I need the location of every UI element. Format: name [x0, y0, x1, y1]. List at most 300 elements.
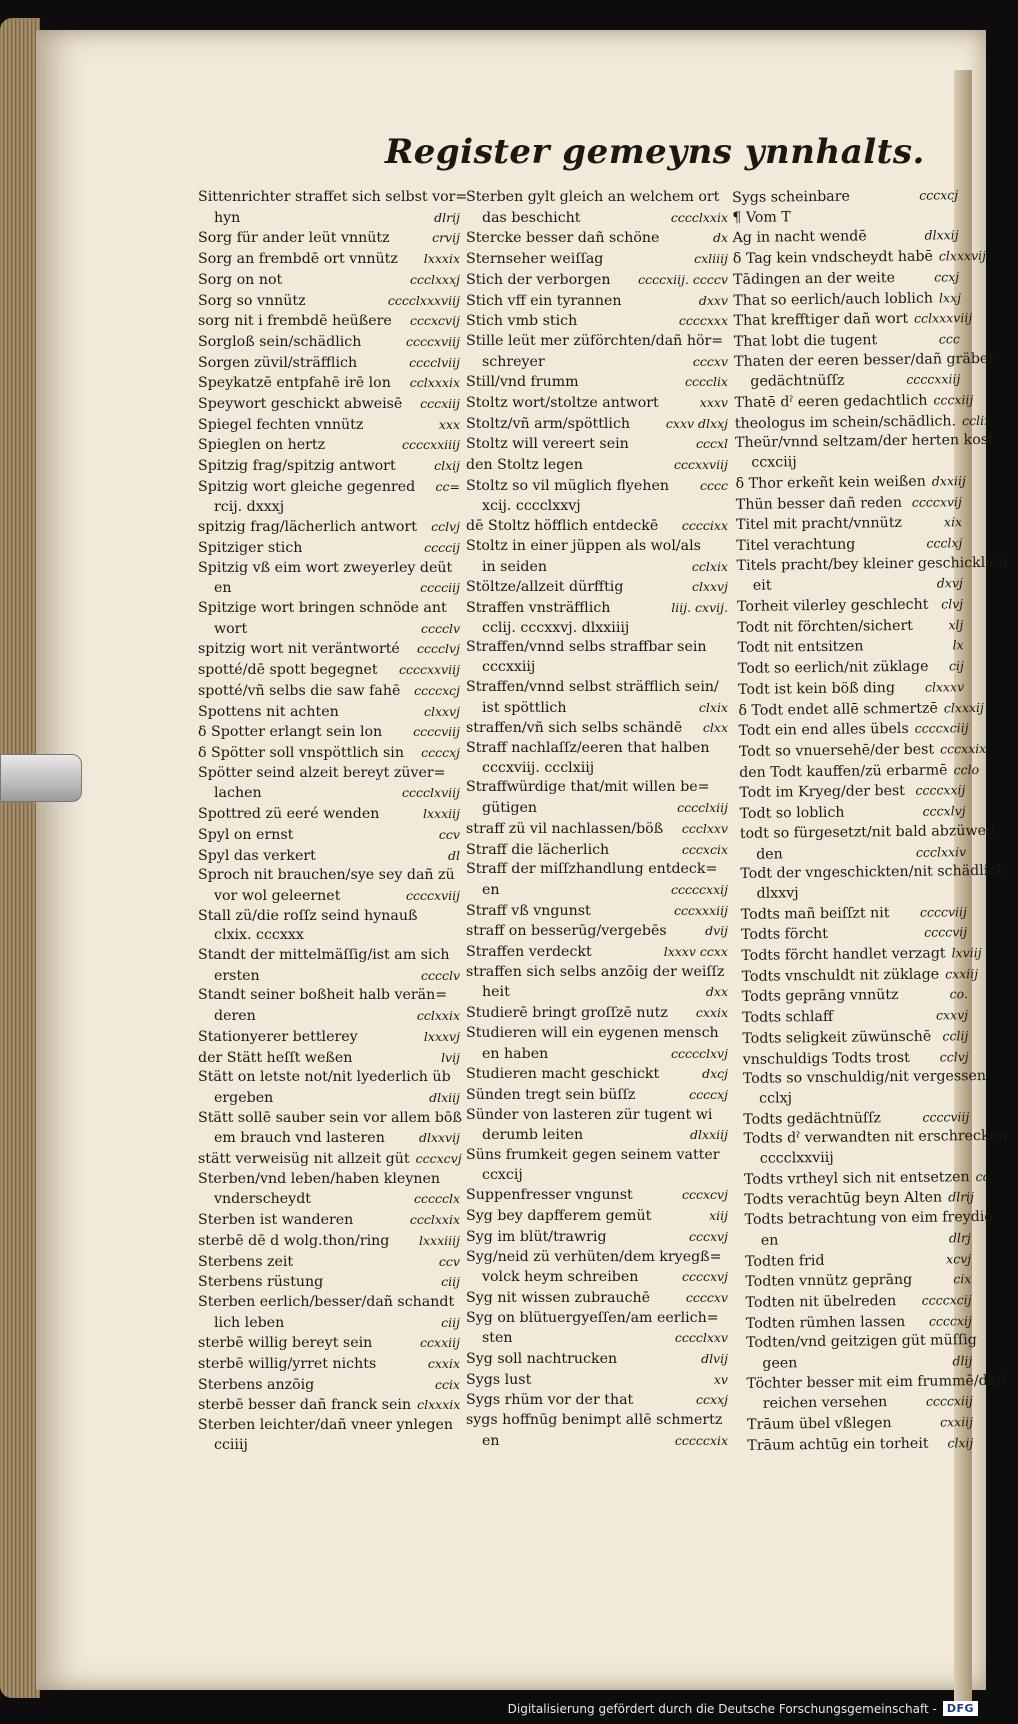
entry-text: Todten rümhen lassen — [745, 1313, 906, 1332]
entry-text: straffen/vñ sich selbs schändē — [466, 720, 683, 737]
entry-text: Studieren macht geschickt — [466, 1066, 660, 1083]
entry-page-ref: dlrij — [948, 1189, 975, 1205]
entry-text: en — [760, 1232, 779, 1249]
entry-page-ref: dvij — [705, 923, 728, 939]
entry-page-ref: xlj — [948, 616, 964, 633]
entry-text: Spitzig frag/spitzig antwort — [198, 458, 396, 475]
index-entry — [198, 332, 460, 353]
entry-page-ref: cccxl — [695, 436, 728, 452]
entry-page-ref: ccc — [938, 331, 960, 347]
index-entry — [738, 739, 987, 762]
index-entry — [466, 1370, 728, 1391]
entry-text: Spitzig wort gleiche gegenred — [198, 478, 416, 495]
index-entry — [198, 1128, 460, 1149]
entry-text: Trāum übel vßlegen — [747, 1415, 892, 1434]
entry-text: Todts mañ beiſſzt nit — [740, 904, 890, 923]
index-entry — [198, 1068, 460, 1088]
entry-text: That lobt die tugent — [733, 332, 878, 350]
entry-page-ref: ccxxj — [696, 1392, 728, 1408]
entry-page-ref: cclo — [953, 761, 980, 778]
index-entry — [198, 886, 460, 907]
entry-page-ref: dlxxiij — [690, 1127, 728, 1143]
index-entry — [466, 516, 728, 537]
index-entry — [466, 1227, 728, 1248]
entry-page-ref: xix — [943, 514, 963, 530]
entry-text: Sterben ist wanderen — [198, 1212, 354, 1229]
index-entry — [743, 1128, 1008, 1150]
index-entry — [198, 415, 460, 436]
entry-page-ref: cxliiij — [694, 251, 728, 267]
entry-text: Sterbens anzōig — [198, 1376, 315, 1393]
entry-page-ref: ccxj — [934, 269, 960, 285]
entry-text: Spötter seind alzeit bereyt züver= — [198, 764, 446, 781]
entry-page-ref: cccclv — [420, 620, 460, 636]
index-entry — [466, 1431, 728, 1452]
entry-text: straff zü vil nachlassen/böß — [466, 820, 664, 837]
entry-page-ref: cclxxxviij — [914, 310, 973, 327]
entry-text: cccxviij. ccclxiij — [482, 759, 595, 776]
entry-text: Spitzige wort bringen schnöde ant — [198, 600, 447, 617]
entry-text: Stich der verborgen — [466, 271, 611, 288]
index-entry — [198, 764, 460, 784]
entry-page-ref: ccccxcij — [921, 1292, 972, 1308]
entry-text: theologus im schein/schädlich. — [734, 413, 957, 432]
index-entry — [466, 249, 728, 270]
entry-page-ref: clxxvj — [423, 703, 460, 719]
index-entry — [466, 476, 728, 497]
index-entry — [198, 538, 460, 559]
entry-text: δ Thor erkeñt kein weißen — [735, 473, 926, 492]
index-entry — [198, 270, 460, 291]
index-entry — [738, 656, 964, 679]
entry-page-ref: ccccxciij — [914, 720, 969, 737]
entry-page-ref: dxcj — [702, 1066, 728, 1082]
index-entry — [198, 477, 460, 498]
index-entry — [733, 267, 959, 290]
index-entry — [198, 311, 460, 332]
index-entry — [466, 658, 728, 678]
index-entry — [198, 926, 460, 946]
entry-page-ref: cc= — [435, 478, 460, 494]
entry-text: volck heym schreiben — [482, 1269, 639, 1286]
entry-text: Stall zü/die roſſz seind hynauß — [198, 907, 418, 924]
entry-page-ref: cclxix — [691, 558, 728, 574]
entry-page-ref: cccclviij — [409, 354, 460, 370]
entry-text: Titels pracht/bey kleiner geschicklich — [736, 554, 1007, 574]
entry-text: Todten nit übelreden — [745, 1293, 897, 1311]
index-entry — [466, 414, 728, 435]
entry-text: Stille leüt mer züförchten/dañ hör= — [466, 332, 724, 349]
index-entry — [739, 760, 980, 783]
index-entry — [198, 394, 460, 415]
index-entry — [466, 819, 728, 840]
index-entry — [198, 743, 460, 764]
entry-text: Studierē bringt groſſzē nutz — [466, 1005, 668, 1022]
index-entry — [735, 451, 961, 473]
entry-page-ref: cccc — [699, 477, 728, 493]
index-entry — [466, 291, 728, 312]
entry-text: Spitzig vß eim wort zweyerley deüt — [198, 559, 453, 576]
index-entry — [198, 866, 460, 886]
index-entry — [747, 1392, 973, 1415]
entry-text: cclxj — [759, 1090, 793, 1107]
entry-text: Theür/vnnd seltzam/der herten kost — [735, 432, 994, 452]
index-entry — [466, 208, 728, 229]
entry-page-ref: clxxxv — [924, 679, 965, 695]
entry-text: spitzig frag/lächerlich antwort — [198, 519, 417, 536]
entry-text: Straff vß vngunst — [466, 902, 591, 919]
index-entry — [734, 329, 960, 352]
entry-text: Titel mit pracht/vnnütz — [736, 515, 903, 534]
index-entry — [198, 1231, 460, 1252]
index-entry — [735, 471, 966, 494]
entry-page-ref: dlrij — [434, 209, 460, 225]
index-entry — [466, 1309, 728, 1329]
entry-text: Suppenfresser vngunst — [466, 1187, 633, 1204]
entry-page-ref: cccxcvj — [682, 1187, 728, 1203]
index-entry — [466, 1166, 728, 1186]
entry-text: That krefftiger dañ wort — [733, 311, 909, 330]
entry-page-ref: xiij — [709, 1208, 728, 1224]
entry-text: gedächtnüſſz — [750, 372, 845, 391]
entry-text: vnschuldigs Todts trost — [742, 1049, 910, 1068]
index-entry — [744, 1208, 994, 1230]
dfg-logo: DFG — [943, 1701, 978, 1716]
entry-text: Syg im blüt/trawrig — [466, 1228, 607, 1245]
index-entry — [198, 1416, 460, 1436]
entry-text: den Stoltz legen — [466, 457, 583, 474]
index-entry — [198, 373, 460, 394]
entry-page-ref: cccclxxv — [674, 1330, 728, 1346]
entry-text: Todts seligkeit züwünschē — [742, 1028, 932, 1047]
entry-text: ccxcij — [482, 1166, 523, 1183]
entry-text: Todts geprāng vnnütz — [741, 987, 899, 1006]
entry-page-ref: dxx — [705, 984, 728, 1000]
index-entry — [466, 1349, 728, 1370]
index-entry — [466, 1328, 728, 1349]
entry-text: dē Stoltz höfflich entdeckē — [466, 518, 659, 535]
entry-text: em brauch vnd lasteren — [214, 1130, 385, 1147]
entry-text: Sproch nit brauchen/sye sey dañ zü — [198, 867, 455, 884]
entry-page-ref: cccccxxij — [671, 881, 728, 897]
index-entry — [466, 1024, 728, 1044]
entry-page-ref: cccxxxiij — [673, 902, 728, 918]
entry-text: Todts schlaff — [742, 1008, 834, 1027]
entry-page-ref: xxxv — [699, 395, 728, 411]
index-entry — [737, 594, 963, 617]
entry-text: den — [756, 845, 783, 863]
index-entry — [744, 1188, 975, 1211]
entry-text: Sygs scheinbare — [732, 188, 850, 206]
entry-page-ref: ccccxxiij — [906, 371, 961, 388]
entry-text: Straff nachlaſſz/eeren that halben — [466, 739, 710, 756]
entry-text: Stich vmb stich — [466, 313, 578, 330]
entry-text: sorg nit i frembdē heüßere — [198, 313, 392, 330]
index-entry — [198, 907, 460, 927]
index-entry — [466, 963, 728, 983]
entry-page-ref: cccxxix — [939, 740, 987, 757]
entry-page-ref: cclix — [961, 412, 992, 428]
index-entry — [466, 497, 728, 517]
entry-page-ref: cclij — [942, 1028, 969, 1044]
entry-text: Titel verachtung — [736, 536, 856, 554]
entry-page-ref: ccccxxviij — [398, 662, 460, 678]
index-entry — [746, 1311, 972, 1334]
index-entry — [198, 1293, 460, 1313]
entry-page-ref: ccclxj — [926, 535, 963, 551]
index-entry — [198, 1109, 460, 1129]
entry-page-ref: lxxxv ccxx — [663, 944, 728, 960]
index-entry — [747, 1412, 973, 1435]
entry-text: δ Todt endet allē schmertzē — [738, 700, 938, 719]
entry-text: Sternseher weiſſag — [466, 251, 604, 268]
entry-page-ref: lxxxix — [423, 251, 460, 267]
entry-page-ref: ccclxxxj — [409, 271, 460, 287]
entry-text: Stationyerer bettlerey — [198, 1028, 358, 1045]
index-entry — [741, 964, 979, 987]
entry-page-ref: dlxxij — [924, 227, 959, 244]
entry-text: Sünder von lasteren zür tugent wi — [466, 1106, 713, 1123]
index-entry — [466, 1044, 728, 1065]
index-entry — [738, 636, 964, 659]
index-entry — [466, 455, 728, 476]
index-entry — [738, 718, 969, 741]
index-entry — [198, 1088, 460, 1109]
index-entry — [732, 185, 958, 208]
index-entry — [466, 1206, 728, 1227]
entry-text: Spieglen on hertz — [198, 437, 326, 454]
index-entry — [742, 985, 968, 1008]
entry-text: reichen versehen — [762, 1394, 888, 1413]
index-entry — [198, 1354, 460, 1375]
entry-page-ref: ccccxxiiij — [402, 437, 460, 453]
entry-text: Todts so vnschuldig/nit vergessen — [742, 1068, 987, 1088]
entry-page-ref: lxviij — [951, 945, 982, 961]
entry-page-ref: ciij — [441, 1314, 460, 1330]
entry-text: Straffen verdeckt — [466, 944, 592, 961]
entry-text: Todt so vnuersehē/der best — [738, 741, 935, 760]
index-entry — [734, 370, 960, 393]
entry-page-ref: clxij — [947, 1435, 974, 1451]
index-entry — [747, 1433, 973, 1456]
entry-page-ref: ccccxj — [421, 744, 460, 760]
entry-page-ref: ccccvij — [924, 924, 968, 941]
entry-text: Todt im Kryeg/der best — [739, 783, 906, 802]
entry-page-ref: cccxiij — [933, 392, 974, 408]
index-entry — [198, 249, 460, 270]
entry-text: rcij. dxxxj — [214, 498, 285, 515]
entry-page-ref: clxxvj — [691, 579, 728, 595]
index-entry — [734, 350, 996, 372]
register-column-1 — [198, 188, 468, 1456]
index-entry — [198, 578, 460, 599]
entry-page-ref: cclxxix — [416, 1008, 460, 1024]
entry-text: Tādingen an der weite — [733, 269, 896, 288]
index-entry — [466, 678, 728, 698]
entry-text: Straffen/vnnd selbs straffbar sein — [466, 639, 707, 656]
index-entry — [466, 1267, 728, 1288]
entry-text: Todts gedächtnüſſz — [743, 1109, 882, 1128]
entry-page-ref: dlij — [952, 1353, 973, 1369]
entry-page-ref: cclxxxix — [409, 375, 460, 391]
section-heading — [732, 206, 958, 228]
entry-text: spotté/dē spott begegnet — [198, 662, 378, 679]
index-entry — [742, 1067, 987, 1089]
index-entry — [198, 1272, 460, 1293]
index-entry — [733, 288, 962, 311]
entry-page-ref: cxxv dlxxj — [665, 415, 728, 431]
index-entry — [198, 722, 460, 743]
entry-page-ref: ccv — [438, 1253, 460, 1269]
entry-page-ref: ciij — [441, 1274, 460, 1290]
entry-page-ref: ccccxxx — [678, 313, 728, 329]
entry-page-ref: ccccxv — [685, 1289, 728, 1305]
index-entry — [198, 702, 460, 723]
index-entry — [466, 577, 728, 598]
index-entry — [466, 270, 728, 291]
index-entry — [739, 781, 965, 804]
entry-page-ref: cxxix — [427, 1356, 460, 1372]
entry-text: geen — [762, 1355, 798, 1372]
entry-text: das beschicht — [482, 209, 581, 226]
entry-text: Todts betrachtung von eim freydig — [744, 1209, 994, 1229]
entry-text: Stoltz/vñ arm/spöttlich — [466, 415, 631, 432]
entry-text: eit — [752, 577, 772, 595]
entry-page-ref: ccccxvij — [911, 493, 962, 510]
index-entry — [466, 1146, 728, 1166]
index-entry — [466, 537, 728, 557]
index-entry — [198, 825, 460, 846]
entry-text: dlxxvj — [756, 885, 799, 902]
entry-text: Sygs rhüm vor der that — [466, 1392, 634, 1409]
entry-text: Sorg an frembdē ort vnnütz — [198, 251, 398, 268]
entry-page-ref: cccciij — [420, 580, 460, 596]
entry-page-ref: cccclvj — [417, 641, 460, 657]
entry-page-ref: cccclxviij — [402, 785, 460, 801]
entry-text: Todts verachtūg beyn Alten — [744, 1189, 943, 1209]
entry-text: Spottred zü eeré wenden — [198, 806, 380, 823]
entry-text: todt so fürgesetzt/nit bald abzüwen — [739, 822, 996, 842]
index-entry — [198, 1375, 460, 1396]
entry-text: Sorg so vnnütz — [198, 292, 306, 309]
entry-text: Todt nit förchten/sichert — [737, 617, 914, 636]
index-entry — [466, 880, 728, 901]
entry-text: spotté/vñ selbs die saw fahē — [198, 682, 401, 699]
entry-page-ref: cccclix — [684, 374, 728, 390]
entry-page-ref: cccxiij — [420, 396, 460, 412]
index-entry — [198, 1048, 460, 1069]
index-entry — [198, 846, 460, 867]
entry-page-ref: cxxvj — [935, 1007, 969, 1023]
entry-text: cccxxiij — [482, 659, 536, 676]
entry-text: cccclxxviij — [759, 1149, 834, 1167]
index-entry — [198, 1333, 460, 1354]
entry-page-ref: xxx — [438, 416, 460, 432]
entry-page-ref: dlxxvij — [418, 1130, 460, 1146]
entry-page-ref: xcvj — [946, 1250, 972, 1267]
index-entry — [466, 188, 728, 208]
page-title: Register gemeyns ynnhalts. — [385, 132, 925, 172]
index-entry — [466, 393, 728, 414]
entry-page-ref: ccccclxvj — [671, 1045, 728, 1061]
entry-text: Stätt on letste not/nit lyederlich üb — [198, 1069, 451, 1086]
index-entry — [745, 1269, 971, 1292]
entry-text: sterbē willig/yrret nichts — [198, 1356, 377, 1373]
index-entry — [732, 246, 987, 269]
index-entry — [734, 411, 992, 434]
entry-page-ref: ccix — [434, 1376, 460, 1392]
entry-page-ref: liij. cxvij. — [671, 600, 728, 616]
index-entry — [466, 739, 728, 759]
entry-text: Stoltz in einer jüppen als wol/als — [466, 537, 701, 554]
index-entry — [741, 922, 967, 945]
index-entry — [198, 1313, 460, 1334]
entry-page-ref: cclvj — [939, 1048, 969, 1065]
entry-page-ref: cccxlvj — [922, 803, 966, 819]
index-entry — [736, 554, 1007, 576]
entry-text: Stercke besser dañ schöne — [466, 230, 660, 247]
entry-page-ref: xv — [713, 1371, 728, 1387]
index-entry — [466, 1106, 728, 1126]
entry-text: Syg/neid zü verhüten/dem kryegß= — [466, 1248, 722, 1265]
entry-text: Todt nit entsitzen — [737, 638, 864, 657]
index-entry — [198, 1006, 460, 1027]
entry-text: Todts dˀ verwandten nit erschrecken — [743, 1128, 1008, 1148]
entry-text: en — [214, 580, 232, 597]
index-entry — [466, 840, 728, 861]
entry-text: Sterben/vnd leben/haben kleynen — [198, 1170, 441, 1187]
entry-text: Sorg on not — [198, 271, 283, 288]
entry-page-ref: co. — [949, 986, 968, 1002]
entry-page-ref: ccccviij — [922, 1108, 970, 1125]
entry-text: Spottens nit achten — [198, 703, 339, 720]
entry-text: Sterbens rüstung — [198, 1274, 324, 1291]
entry-text: Standt seiner boßheit halb verän= — [198, 987, 448, 1004]
entry-page-ref: cxxiij — [940, 1414, 974, 1430]
index-entry — [198, 783, 460, 804]
entry-text: Torheit vilerley geschlecht — [737, 596, 929, 616]
entry-text: Stoltz so vil müglich flyehen — [466, 477, 670, 494]
entry-text: That so eerlich/auch loblich — [733, 290, 934, 309]
entry-text: ccxciij — [751, 454, 797, 471]
book-page-edges — [0, 18, 40, 1698]
entry-text: δ Spötter soll vnspöttlich sin — [198, 744, 404, 761]
index-entry — [198, 1170, 460, 1190]
index-entry — [745, 1290, 971, 1313]
entry-page-ref: dx — [712, 230, 728, 246]
entry-page-ref: co. — [975, 1168, 994, 1184]
entry-text: Sygs lust — [466, 1371, 532, 1388]
entry-text: heit — [482, 984, 510, 1001]
entry-text: vor wol geleernet — [214, 887, 341, 904]
entry-page-ref: dxvj — [936, 575, 963, 591]
index-entry — [744, 1147, 970, 1169]
index-entry — [736, 512, 962, 535]
entry-page-ref: cccclxxix — [670, 209, 728, 225]
entry-page-ref: clxix — [698, 699, 728, 715]
entry-text: Straffen vnsträfflich — [466, 600, 611, 617]
entry-text: δ Tag kein vndscheydt habē — [732, 248, 933, 268]
register-column-3 — [732, 185, 1008, 1456]
entry-text: Todt ist kein böß ding — [738, 679, 896, 698]
entry-page-ref: cxxix — [695, 1005, 728, 1021]
entry-text: Spitziger stich — [198, 539, 303, 556]
index-entry — [737, 574, 963, 597]
entry-text: Sittenrichter straffet sich selbst vor= — [198, 189, 468, 205]
index-entry — [466, 1125, 728, 1146]
entry-text: Todts förcht handlet verzagt — [741, 945, 946, 964]
index-entry — [466, 718, 728, 739]
